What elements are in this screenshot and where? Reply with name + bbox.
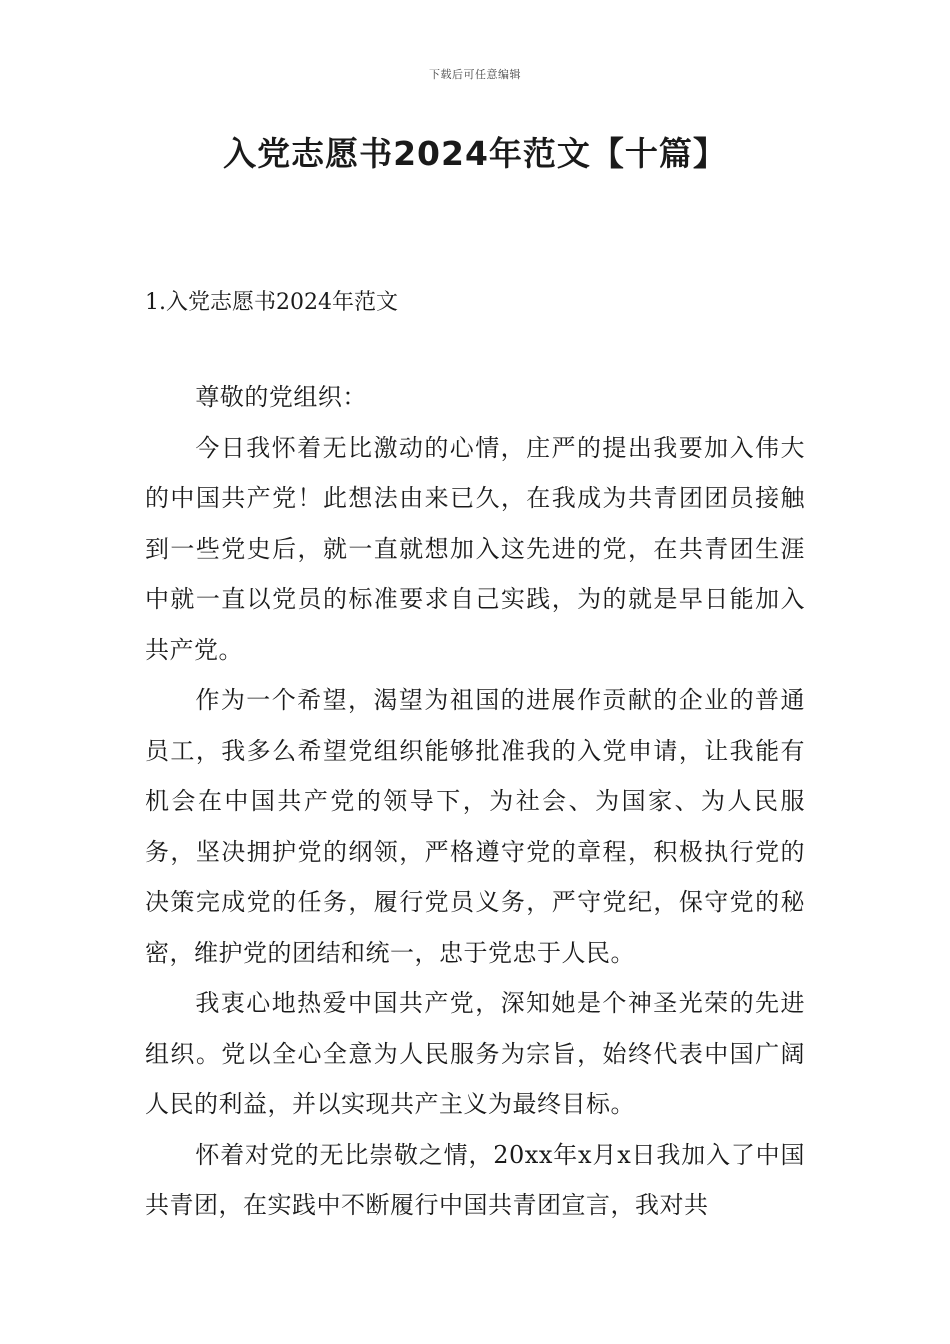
section-heading: 1.入党志愿书2024年范文 [145, 290, 398, 315]
paragraph-1: 今日我怀着无比激动的心情，庄严的提出我要加入伟大的中国共产党！此想法由来已久，在我成为共青团团员接触到一些党史后，就一直就想加入这先进的党，在共青团生涯中就一直以党员的标准要求自己实践，为的就是早日能加入共产党。 [145, 433, 805, 664]
document-title: 入党志愿书2024年范文【十篇】 [223, 134, 727, 173]
paragraph-3: 我衷心地热爱中国共产党，深知她是个神圣光荣的先进组织。党以全心全意为人民服务为宗旨，始终代表中国广阔人民的利益，并以实现共产主义为最终目标。 [145, 989, 805, 1118]
paragraph-4: 怀着对党的无比崇敬之情，20xx年x月x日我加入了中国共青团，在实践中不断履行中国共青团宣言，我对共 [145, 1140, 805, 1219]
letter-body [145, 372, 805, 1231]
salutation: 尊敬的党组织： [195, 383, 367, 411]
header-note: 下载后可任意编辑 [429, 68, 521, 81]
paragraph-2: 作为一个希望，渴望为祖国的进展作贡献的企业的普通员工，我多么希望党组织能够批准我的入党申请，让我能有机会在中国共产党的领导下，为社会、为国家、为人民服务，坚决拥护党的纲领，严格遵守党的章程，积极执行党的决策完成党的任务，履行党员义务，严守党纪，保守党的秘密，维护党的团结和统一，忠于党忠于人民。 [145, 686, 805, 967]
